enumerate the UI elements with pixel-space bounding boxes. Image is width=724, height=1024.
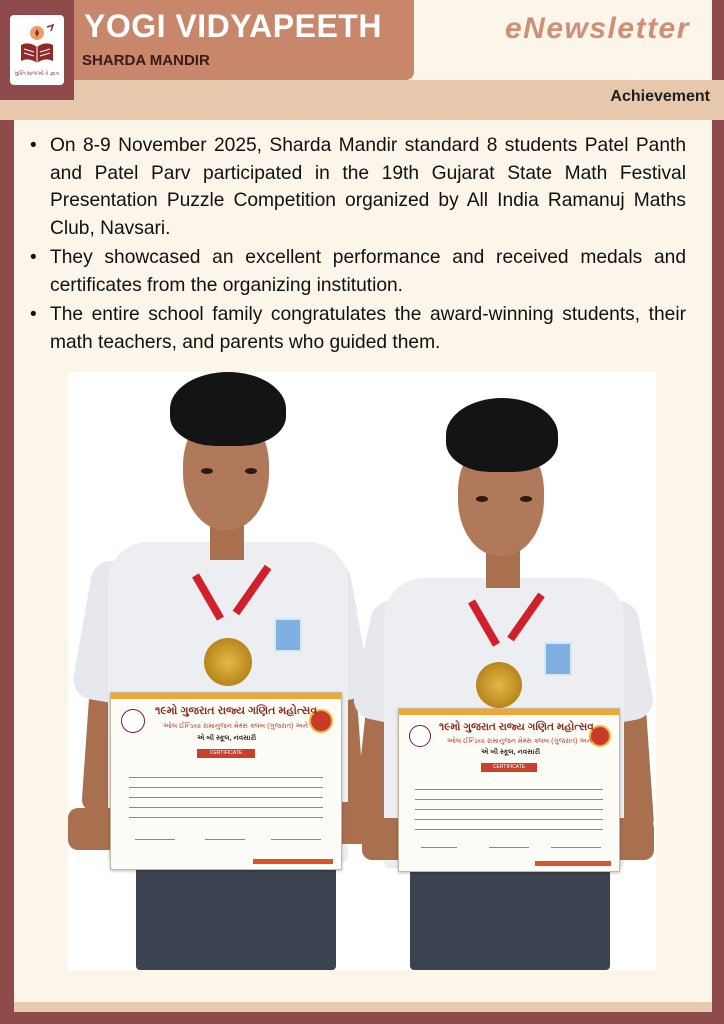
certificate-right [398,708,620,872]
school-title: YOGI VIDYAPEETH [84,8,382,44]
club-logo-icon [409,725,431,747]
school-subtitle: SHARDA MANDIR [82,52,210,69]
frame-bottom-border [0,1012,724,1024]
frame-left-border [0,0,14,1024]
logo-caption: મુક્તિ શાળાઓ તે જ્ઞાન [14,71,60,77]
certificate-title: ૧૯મો ગુજરાત રાજ્ય ગણિત મહોત્સવ [439,721,594,733]
club-logo-icon [121,709,145,733]
school-logo [10,15,64,85]
certificate-line: ઓલ ઈન્ડિયા રામાનુજન મેથ્સ ક્લબ (ગુજરાત) અને [447,738,593,745]
gold-medal-icon [204,638,252,686]
students-photo [68,372,656,970]
bullet-item: • On 8-9 November 2025, Sharda Mandir standard 8 students Patel Panth and Patel Parv participated in the 19th Gujarat State Math Festival Presentation Puzzle Competition organized by All India Ramanuj Maths Club, Navsari. [28,132,686,242]
student-right [358,372,656,970]
achievement-bullets [28,132,686,358]
certificate-line: ઓલ ઈન્ડિયા રામાનુજન મેથ્સ ક્લબ (ગુજરાત) અને [163,723,309,730]
student-left [68,372,368,970]
certificate-title: ૧૯મો ગુજરાત રાજ્ય ગણિત મહોત્સવ [155,705,318,717]
school-badge-icon [544,642,572,676]
bullet-item: • The entire school family congratulates the award-winning students, their math teachers, and parents who guided them. [28,301,686,356]
certificate-line: એ બી સ્કૂલ, નવસારી [197,735,257,742]
bullet-item: • They showcased an excellent performance and received medals and certificates from the organizing institution. [28,244,686,299]
school-logo-panel [0,0,74,100]
frame-right-border [712,0,724,1024]
school-badge-icon [274,618,302,652]
certificate-left [110,692,342,870]
certificate-ribbon: CERTIFICATE [481,763,537,772]
open-book-logo-icon [17,23,57,69]
certificate-ribbon: CERTIFICATE [197,749,255,758]
gold-medal-icon [476,662,522,708]
certificate-line: એ બી સ્કૂલ, નવસારી [481,749,541,756]
title-box [74,0,414,80]
header-band-left [0,100,74,120]
footer-accent-band [14,1002,712,1012]
newsletter-label: eNewsletter [505,12,690,45]
section-label: Achievement [610,88,710,105]
